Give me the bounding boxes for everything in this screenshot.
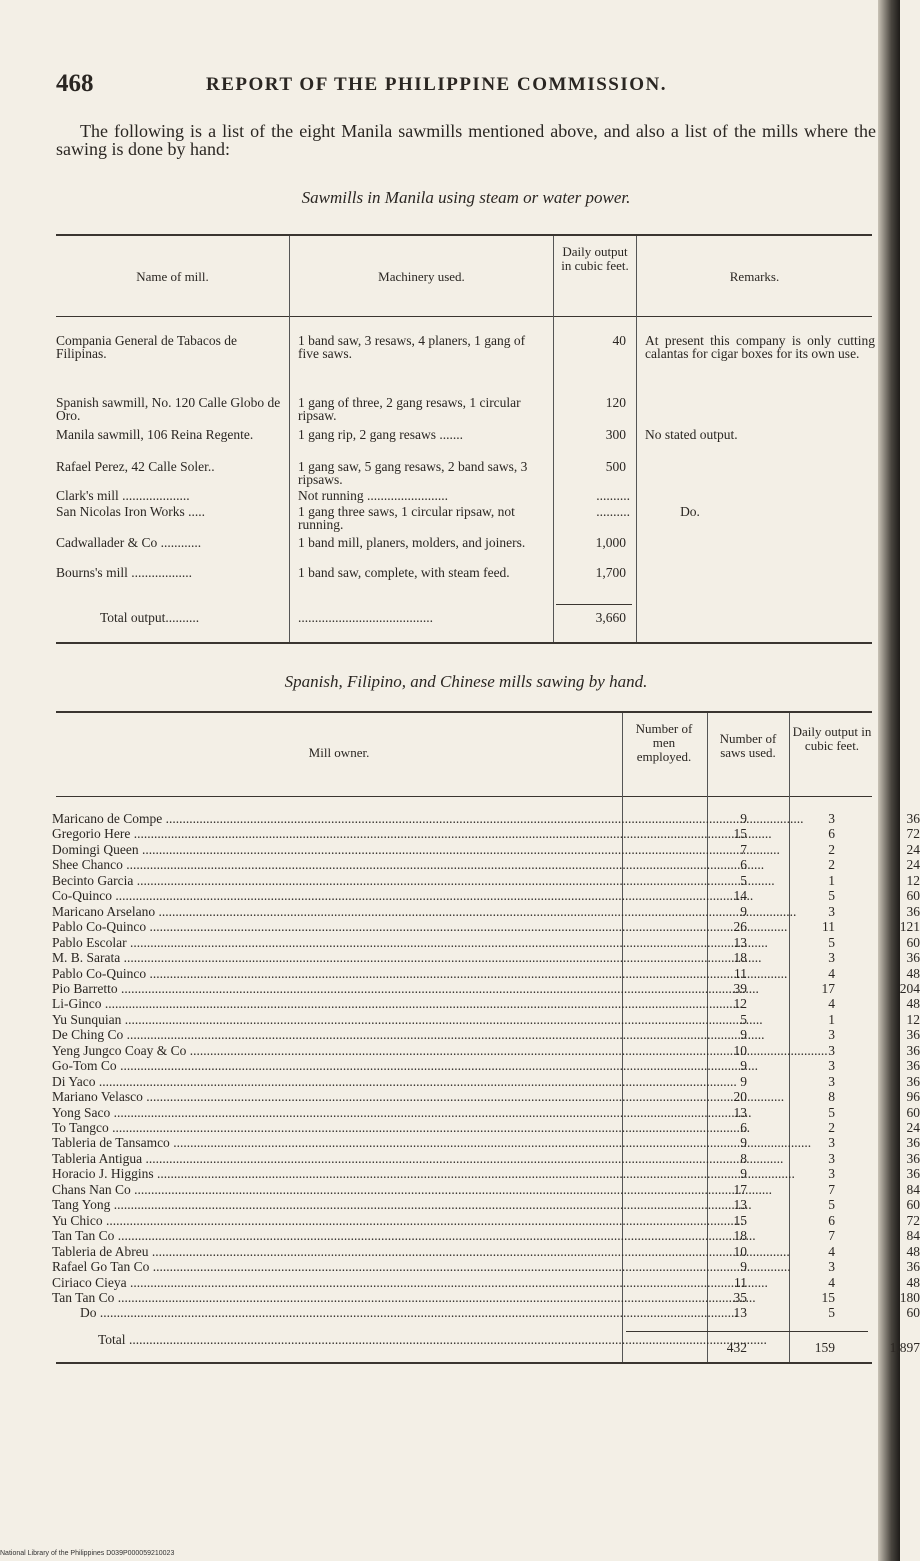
- saws-used: 11: [822, 919, 835, 935]
- mill-owner-row: [52, 980, 920, 996]
- daily-output: 60: [906, 1305, 920, 1321]
- daily-output: 60: [906, 934, 920, 950]
- saws-used: 17: [821, 980, 835, 996]
- table1-divider: [636, 236, 637, 642]
- men-employed: 18: [733, 1228, 747, 1244]
- men-employed: 9: [740, 903, 747, 919]
- col-header-daily-output: Daily output in cubic feet.: [792, 724, 872, 753]
- total-men: 432: [726, 1340, 747, 1355]
- mill-owner-row: [52, 1228, 920, 1244]
- mill-name: Compania General de Tabacos de Filipinas.: [56, 333, 237, 361]
- mill-owner-row: [52, 1027, 920, 1043]
- saws-used: 5: [828, 1305, 835, 1321]
- daily-output: 60: [906, 1104, 920, 1120]
- col-header-men: Number of men employed.: [635, 721, 693, 764]
- men-employed: 13: [733, 1197, 747, 1213]
- page-number: 468: [56, 70, 94, 97]
- table1-caption: Sawmills in Manila using steam or water power.: [301, 188, 631, 207]
- mill-owner-name: Chans Nan Co .....: [52, 1182, 622, 1197]
- mill-owner-name: Li-Ginco .....: [52, 996, 622, 1011]
- mill-owner-row: [52, 1089, 920, 1105]
- saws-used: 8: [828, 1089, 835, 1105]
- saws-used: 3: [828, 1259, 835, 1275]
- saws-used: 3: [828, 903, 835, 919]
- mill-owner-row: [52, 811, 920, 826]
- mill-owner-row: [52, 996, 920, 1012]
- mill-output: 500: [605, 459, 626, 474]
- mill-owner-name: Tan Tan Co .....: [52, 1290, 622, 1305]
- men-employed: 6: [740, 857, 747, 873]
- mill-output: 40: [612, 333, 626, 348]
- mill-output: 120: [605, 395, 626, 410]
- daily-output: 36: [906, 1150, 920, 1166]
- saws-used: 3: [828, 1042, 835, 1058]
- col-header-remarks: Remarks.: [729, 269, 780, 284]
- mill-owner-row: [52, 1166, 920, 1182]
- saws-used: 7: [828, 1228, 835, 1244]
- saws-used: 7: [828, 1181, 835, 1197]
- mill-owner-row: [52, 1011, 920, 1027]
- total-output-label: Total output..........: [100, 610, 200, 625]
- page-edge: [878, 0, 900, 1561]
- mill-owner-name: Maricano Arselano .....: [52, 904, 622, 919]
- men-employed: 9: [740, 1027, 747, 1043]
- men-employed: 13: [733, 1305, 747, 1321]
- mill-owner-name: Yeng Jungco Coay & Co .....: [52, 1043, 622, 1058]
- men-employed: 9: [740, 1073, 747, 1089]
- mill-name: Manila sawmill, 106 Reina Regente.: [56, 427, 254, 442]
- daily-output: 36: [906, 1259, 920, 1275]
- mill-owner-name: Becinto Garcia .....: [52, 873, 622, 888]
- mill-owner-row: [52, 1305, 920, 1321]
- mill-owner-name: Maricano de Compe .....: [52, 811, 622, 826]
- men-employed: 8: [740, 1150, 747, 1166]
- saws-used: 6: [828, 826, 835, 842]
- daily-output: 48: [906, 1243, 920, 1259]
- daily-output: 36: [906, 903, 920, 919]
- col-header-saws: Number of saws used.: [719, 731, 777, 760]
- men-employed: 11: [734, 1274, 747, 1290]
- saws-used: 4: [828, 965, 835, 981]
- men-employed: 10: [733, 1243, 747, 1259]
- mill-owner-name: Gregorio Here .....: [52, 826, 622, 841]
- mill-machinery: 1 band mill, planers, molders, and joiners.: [298, 535, 526, 550]
- saws-used: 3: [828, 1135, 835, 1151]
- mill-owner-row: [52, 1289, 920, 1305]
- mill-owner-name: Shee Chanco .....: [52, 857, 622, 872]
- mill-machinery: 1 gang saw, 5 gang resaws, 2 band saws, 3 ripsaws.: [298, 459, 528, 487]
- mill-owner-name: Yong Saco .....: [52, 1105, 622, 1120]
- mill-owner-name: Tang Yong .....: [52, 1197, 622, 1212]
- total-output-value: 3,660: [595, 610, 626, 625]
- mill-owner-row: [52, 872, 920, 888]
- daily-output: 36: [906, 811, 920, 826]
- daily-output: 12: [906, 1011, 920, 1027]
- table2-bottom-rule: [56, 1362, 872, 1364]
- saws-used: 15: [821, 1289, 835, 1305]
- mill-name: Bourns's mill ..................: [56, 565, 192, 580]
- daily-output: 84: [906, 1181, 920, 1197]
- saws-used: 3: [828, 811, 835, 826]
- mill-owner-row: [52, 857, 920, 873]
- men-employed: 26: [733, 919, 747, 935]
- men-employed: 13: [733, 1104, 747, 1120]
- mill-output: ..........: [596, 488, 630, 503]
- saws-used: 6: [828, 1212, 835, 1228]
- mill-output: 1,700: [595, 565, 626, 580]
- total-saws: 159: [814, 1340, 835, 1355]
- men-employed: 14: [733, 888, 747, 904]
- mill-owner-row: [52, 826, 920, 842]
- table1-bottom-rule: [56, 642, 872, 644]
- saws-used: 3: [828, 1166, 835, 1182]
- mill-owner-row: [52, 1042, 920, 1058]
- saws-used: 3: [828, 950, 835, 966]
- daily-output: 84: [906, 1228, 920, 1244]
- daily-output: 24: [906, 841, 920, 857]
- saws-used: 4: [828, 1274, 835, 1290]
- saws-used: 3: [828, 1027, 835, 1043]
- daily-output: 72: [906, 1212, 920, 1228]
- mill-owner-row: [52, 1058, 920, 1074]
- mill-owner-row: [52, 965, 920, 981]
- mill-owner-name: Pablo Co-Quinco .....: [52, 919, 622, 934]
- mill-remarks: Do.: [680, 504, 700, 519]
- table1-top-rule: [56, 234, 872, 236]
- mill-owner-name: Ciriaco Cieya .....: [52, 1275, 622, 1290]
- mill-owner-row: [52, 1259, 920, 1275]
- men-employed: 20: [733, 1089, 747, 1105]
- mill-remarks: No stated output.: [645, 427, 738, 442]
- mill-owner-row: [52, 1073, 920, 1089]
- col-header-output: Daily output in cubic feet.: [561, 244, 629, 273]
- mill-owner-row: [52, 1135, 920, 1151]
- table2-top-rule: [56, 711, 872, 713]
- men-employed: 9: [740, 1058, 747, 1074]
- daily-output: 204: [899, 980, 920, 996]
- daily-output: 36: [906, 1042, 920, 1058]
- mill-name: Cadwallader & Co ............: [56, 535, 202, 550]
- saws-used: 1: [828, 872, 835, 888]
- mill-machinery: 1 gang three saws, 1 circular ripsaw, not running.: [298, 504, 515, 532]
- mill-machinery: 1 band saw, 3 resaws, 4 planers, 1 gang of five saws.: [298, 333, 526, 361]
- mill-machinery: 1 gang of three, 2 gang resaws, 1 circular ripsaw.: [298, 395, 521, 423]
- daily-output: 36: [906, 1027, 920, 1043]
- mill-owner-name: Pio Barretto .....: [52, 981, 622, 996]
- table1-total-rule: [556, 604, 632, 605]
- men-employed: 9: [740, 1135, 747, 1151]
- mill-owner-name: Tan Tan Co .....: [52, 1228, 622, 1243]
- mill-owner-row: [52, 1150, 920, 1166]
- men-employed: 18: [733, 950, 747, 966]
- footer-note: National Library of the Philippines D039P000059210023: [0, 1550, 175, 1557]
- saws-used: 5: [828, 934, 835, 950]
- mill-name: Spanish sawmill, No. 120 Calle Globo de Oro.: [56, 395, 281, 423]
- col-header-owner: Mill owner.: [308, 745, 370, 760]
- men-employed: 15: [733, 826, 747, 842]
- mill-owner-name: Yu Sunquian .....: [52, 1012, 622, 1027]
- men-employed: 9: [740, 1166, 747, 1182]
- mill-owner-name: Do .....: [80, 1305, 650, 1320]
- daily-output: 36: [906, 1166, 920, 1182]
- daily-output: 24: [906, 1120, 920, 1135]
- mill-owner-name: Co-Quinco .....: [52, 888, 622, 903]
- saws-used: 2: [828, 857, 835, 873]
- total-output: 1,897: [889, 1340, 920, 1355]
- mill-owner-name: Yu Chico .....: [52, 1213, 622, 1228]
- mill-owner-name: M. B. Sarata .....: [52, 950, 622, 965]
- mill-owner-row: [52, 1243, 920, 1259]
- col-header-name: Name of mill.: [136, 269, 209, 284]
- saws-used: 4: [828, 996, 835, 1012]
- saws-used: 5: [828, 888, 835, 904]
- mill-name: San Nicolas Iron Works .....: [56, 504, 206, 519]
- daily-output: 96: [906, 1089, 920, 1105]
- mill-owner-name: Tableria Antigua .....: [52, 1151, 622, 1166]
- mill-owner-name: Tableria de Abreu .....: [52, 1244, 622, 1259]
- mill-owner-name: Pablo Co-Quinco .....: [52, 966, 622, 981]
- daily-output: 121: [899, 919, 920, 935]
- mill-owner-name: Tableria de Tansamco .....: [52, 1135, 622, 1150]
- saws-used: 3: [828, 1150, 835, 1166]
- daily-output: 180: [899, 1289, 920, 1305]
- saws-used: 1: [828, 1011, 835, 1027]
- intro-paragraph: The following is a list of the eight Manila sawmills mentioned above, and also a list of the mills where the sawing is done by hand:: [56, 121, 876, 159]
- men-employed: 11: [734, 965, 747, 981]
- mill-name: Rafael Perez, 42 Calle Soler..: [56, 459, 215, 474]
- saws-used: 3: [828, 1073, 835, 1089]
- mill-owner-row: [52, 1181, 920, 1197]
- page-header: [56, 70, 876, 100]
- mill-machinery: Not running ........................: [298, 488, 448, 503]
- mill-owner-row: [52, 919, 920, 935]
- mill-machinery: 1 gang rip, 2 gang resaws .......: [298, 427, 463, 442]
- men-employed: 39: [733, 980, 747, 996]
- mill-owner-row: [52, 1197, 920, 1213]
- running-head: REPORT OF THE PHILIPPINE COMMISSION.: [206, 74, 668, 95]
- table1-divider: [553, 236, 554, 642]
- daily-output: 48: [906, 1274, 920, 1290]
- men-employed: 7: [740, 841, 747, 857]
- table2-header-rule: [56, 796, 872, 797]
- mill-owner-name: Go-Tom Co .....: [52, 1058, 622, 1073]
- mill-owner-row: [52, 903, 920, 919]
- daily-output: 24: [906, 857, 920, 873]
- mill-owner-name: Di Yaco .....: [52, 1074, 622, 1089]
- mill-owner-name: Domingi Queen .....: [52, 842, 622, 857]
- table2-caption: Spanish, Filipino, and Chinese mills sawing by hand.: [284, 672, 648, 691]
- saws-used: 5: [828, 1104, 835, 1120]
- mill-machinery: 1 band saw, complete, with steam feed.: [298, 565, 510, 580]
- mill-owner-name: Horacio J. Higgins .....: [52, 1166, 622, 1181]
- mill-owner-row: [52, 888, 920, 904]
- daily-output: 12: [906, 872, 920, 888]
- mill-owner-name: Mariano Velasco .....: [52, 1089, 622, 1104]
- mill-owner-row: [52, 1120, 920, 1135]
- daily-output: 36: [906, 1073, 920, 1089]
- men-employed: 13: [733, 934, 747, 950]
- daily-output: 60: [906, 888, 920, 904]
- mill-output: 1,000: [595, 535, 626, 550]
- daily-output: 60: [906, 1197, 920, 1213]
- daily-output: 48: [906, 996, 920, 1012]
- mill-owner-row: [52, 1212, 920, 1228]
- table1-divider: [289, 236, 290, 642]
- mill-owner-row: [52, 1104, 920, 1120]
- mill-remarks: At present this company is only cutting calantas for cigar boxes for its own use.: [645, 333, 875, 361]
- table1-header-rule: [56, 316, 872, 317]
- men-employed: 9: [740, 1259, 747, 1275]
- daily-output: 72: [906, 826, 920, 842]
- total-row: [52, 1332, 920, 1355]
- saws-used: 3: [828, 1058, 835, 1074]
- men-employed: 17: [733, 1181, 747, 1197]
- saws-used: 2: [828, 841, 835, 857]
- mill-owner-name: Pablo Escolar .....: [52, 935, 622, 950]
- men-employed: 5: [740, 1011, 747, 1027]
- mill-owner-name: Rafael Go Tan Co .....: [52, 1259, 622, 1274]
- daily-output: 48: [906, 965, 920, 981]
- total-machinery-dots: ........................................: [298, 610, 433, 625]
- mill-owner-row: [52, 950, 920, 966]
- saws-used: 2: [828, 1120, 835, 1135]
- mill-owner-row: [52, 1274, 920, 1290]
- men-employed: 10: [733, 1042, 747, 1058]
- men-employed: 35: [733, 1289, 747, 1305]
- men-employed: 6: [740, 1120, 747, 1135]
- col-header-machinery: Machinery used.: [378, 269, 465, 284]
- mill-output: 300: [605, 427, 626, 442]
- daily-output: 36: [906, 950, 920, 966]
- mill-owner-name: To Tangco .....: [52, 1120, 622, 1135]
- mill-owner-row: [52, 934, 920, 950]
- men-employed: 15: [733, 1212, 747, 1228]
- mill-owner-row: [52, 841, 920, 857]
- saws-used: 5: [828, 1197, 835, 1213]
- men-employed: 9: [740, 811, 747, 826]
- daily-output: 36: [906, 1058, 920, 1074]
- daily-output: 36: [906, 1135, 920, 1151]
- men-employed: 12: [733, 996, 747, 1012]
- mill-owner-name: De Ching Co .....: [52, 1027, 622, 1042]
- mill-name: Clark's mill ....................: [56, 488, 190, 503]
- total-label: Total .....: [98, 1332, 618, 1347]
- men-employed: 5: [740, 872, 747, 888]
- mill-output: ..........: [596, 504, 630, 519]
- saws-used: 4: [828, 1243, 835, 1259]
